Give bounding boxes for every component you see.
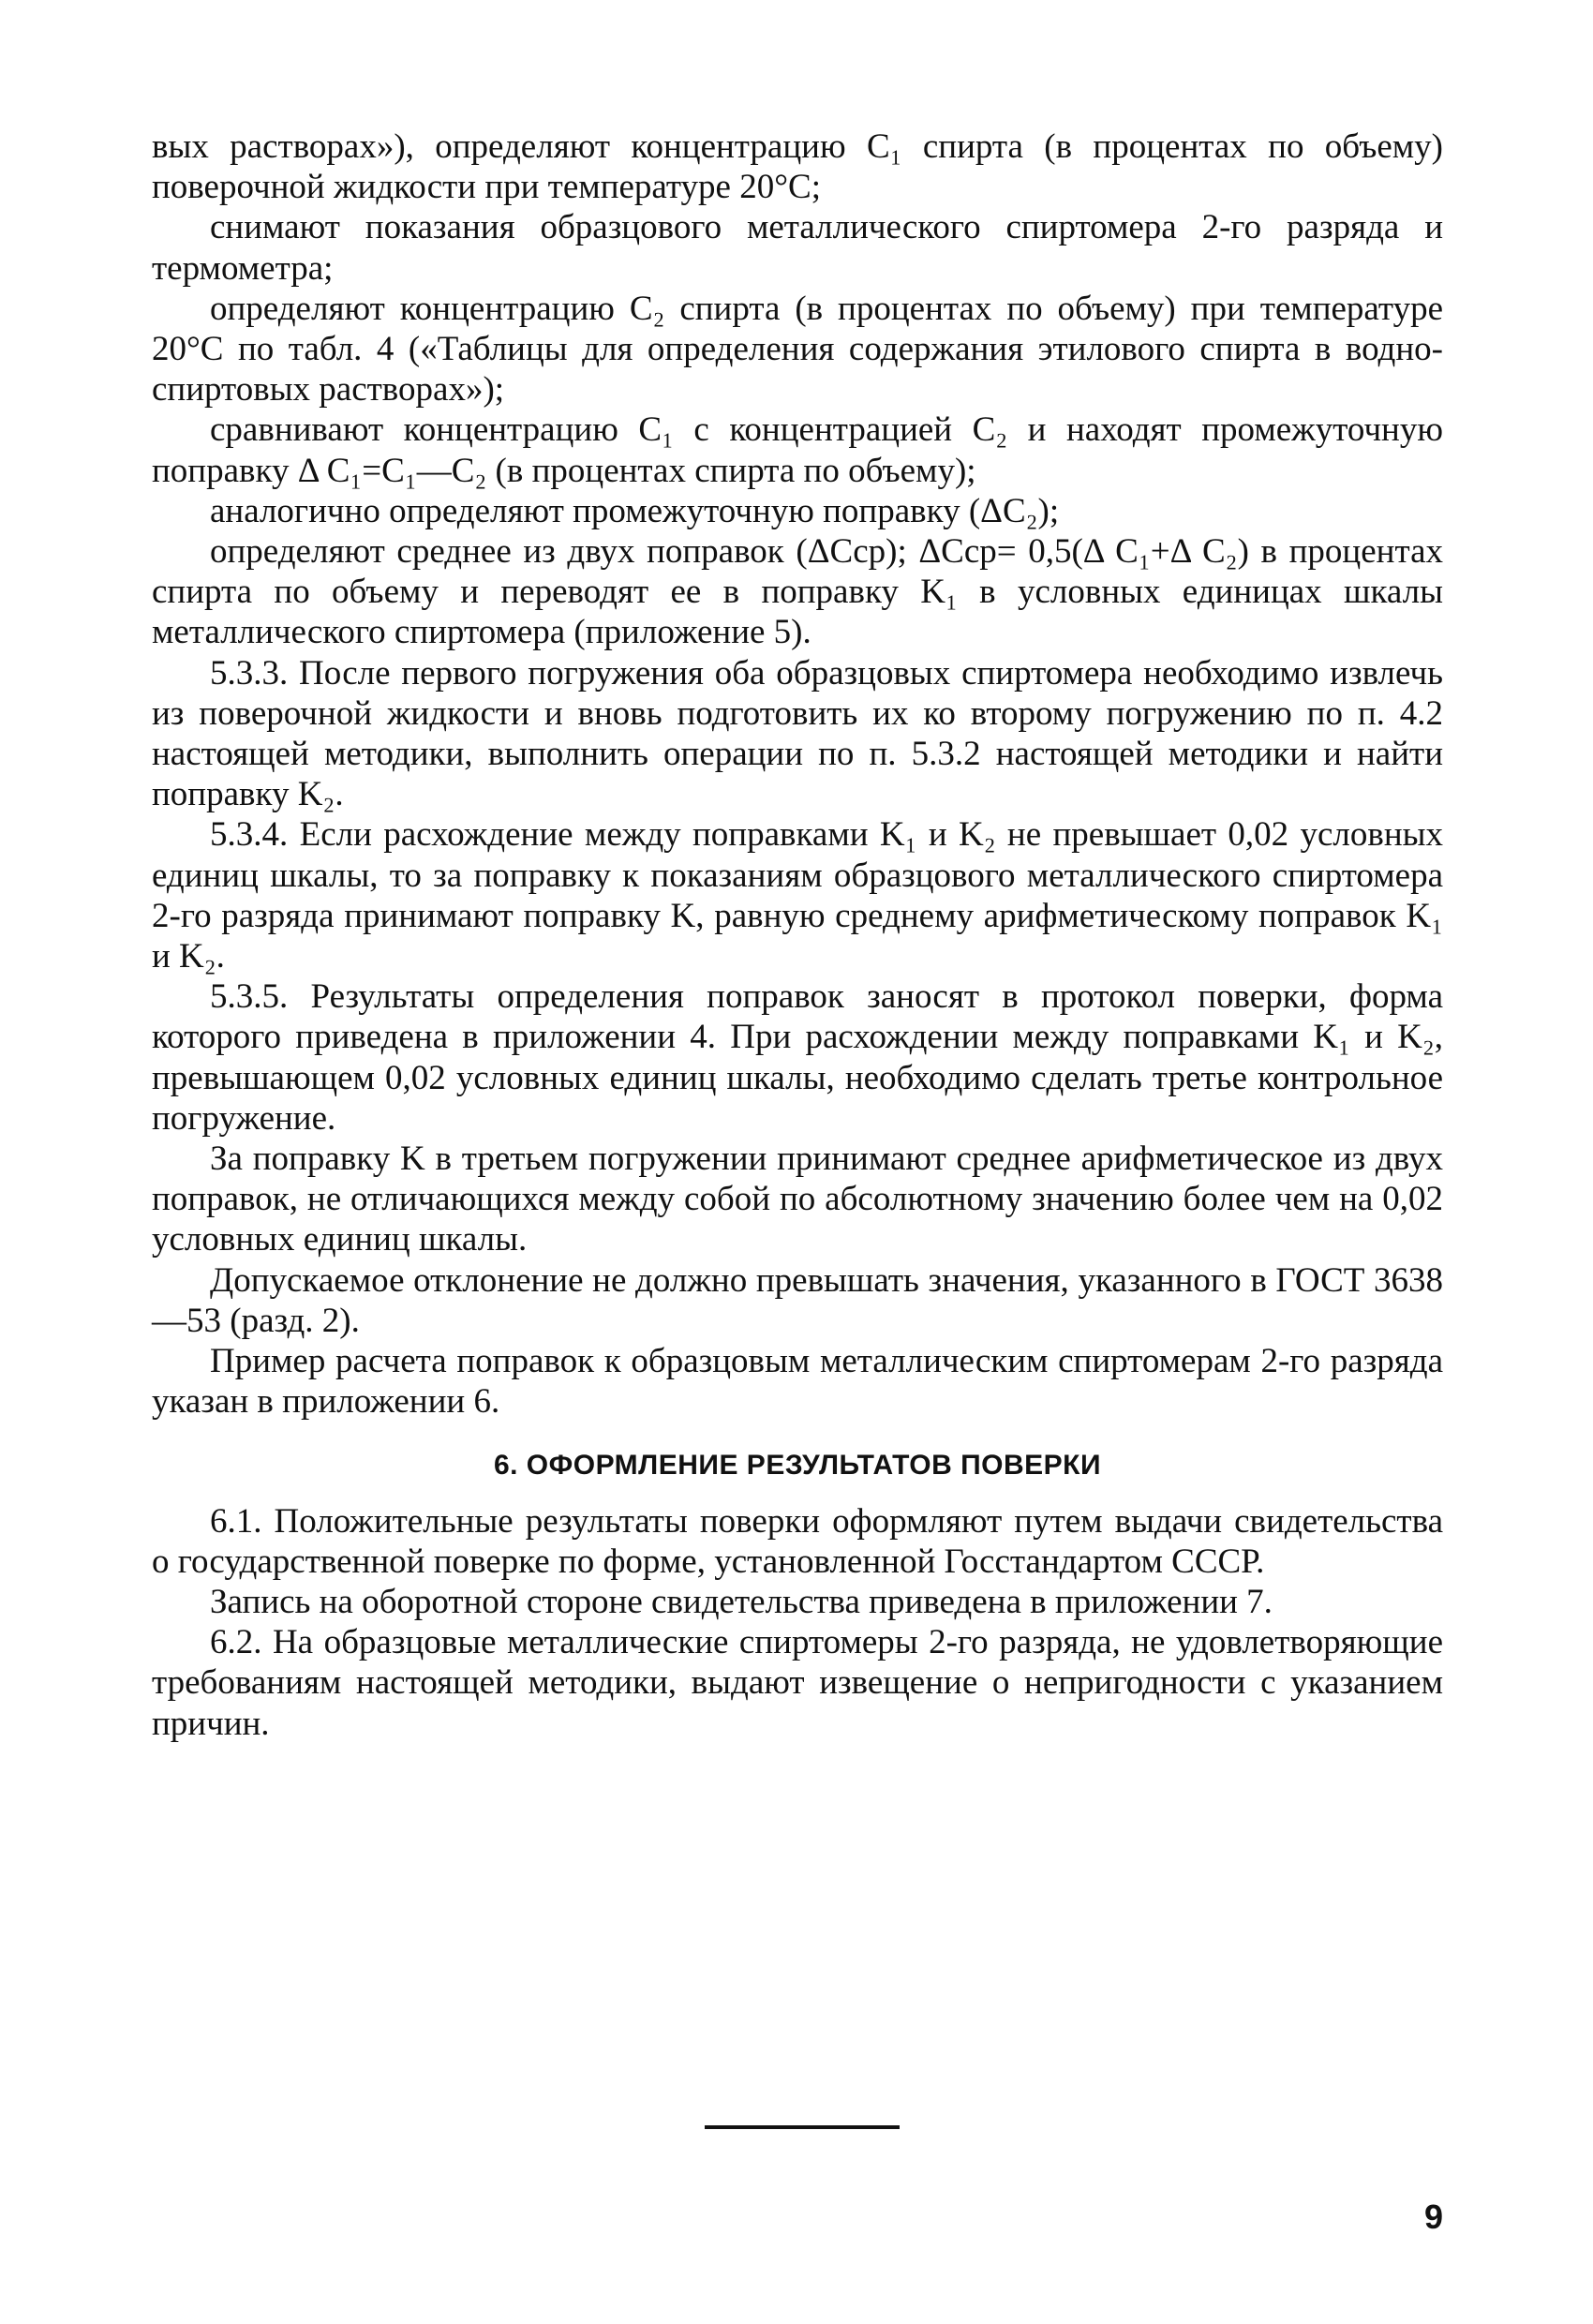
paragraph: Пример расчета поправок к образцовым металлическим спиртомерам 2-го разряда указан в приложении 6.: [152, 1342, 1443, 1422]
paragraph: За поправку K в третьем погружении принимают среднее арифметическое из двух поправок, не отличающихся между собой по абсолютному значению более чем на 0,02 условных единиц шкалы.: [152, 1140, 1443, 1259]
section-heading: 6. ОФОРМЛЕНИЕ РЕЗУЛЬТАТОВ ПОВЕРКИ: [493, 1449, 1102, 1481]
paragraph: 6.2. На образцовые металлические спиртомеры 2-го разряда, не удовлетворяющие требованиям настоящей методики, выдают извещение о непригодности с указанием причин.: [152, 1623, 1443, 1743]
paragraph: определяют среднее из двух поправок (ΔCср); ΔCср= 0,5(Δ C₁+Δ C₂) в процентах спирта по объему и переводят ее в поправку K₁ в условных единицах шкалы металлического спиртомера (приложение 5).: [152, 532, 1443, 652]
paragraph: Запись на оборотной стороне свидетельства приведена в приложении 7.: [210, 1582, 1273, 1621]
paragraph: 5.3.3. После первого погружения оба образцовых спиртомера необходимо извлечь из поверочной жидкости и вновь подготовить их ко второму погружению по п. 4.2 настоящей методики, выполнить операции по п. 5.3.2 настоящей методики и найти поправку K₂.: [152, 653, 1443, 814]
end-rule: [705, 2125, 900, 2129]
paragraph: вых растворах»), определяют концентрацию C₁ спирта (в процентах по объему) поверочной жидкости при температуре 20°С;: [152, 127, 1443, 207]
paragraph: сравнивают концентрацию C₁ с концентрацией C₂ и находят промежуточную поправку Δ C₁=C₁—C₂ (в процентах спирта по объему);: [152, 410, 1443, 490]
paragraph: аналогично определяют промежуточную поправку (ΔC₂);: [210, 491, 1060, 530]
paragraph: 6.1. Положительные результаты поверки оформляют путем выдачи свидетельства о государственной поверке по форме, установленной Госстандартом СССР.: [152, 1501, 1443, 1581]
paragraph: снимают показания образцового металлического спиртомера 2-го разряда и термометра;: [152, 208, 1443, 288]
paragraph: определяют концентрацию C₂ спирта (в процентах по объему) при температуре 20°С по табл. 4 («Таблицы для определения содержания этилового спирта в водно-спиртовых растворах»);: [152, 289, 1443, 410]
paragraph: 5.3.4. Если расхождение между поправками K₁ и K₂ не превышает 0,02 условных единиц шкалы, то за поправку к показаниям образцового металлического спиртомера 2-го разряда принимают поправку K, равную среднему арифметическому поправок K₁ и K₂.: [152, 815, 1443, 976]
paragraph: Допускаемое отклонение не должно превышать значения, указанного в ГОСТ 3638—53 (разд. 2).: [152, 1260, 1443, 1340]
paragraph: 5.3.5. Результаты определения поправок заносят в протокол поверки, форма которого приведена в приложении 4. При расхождении между поправками K₁ и K₂, превышающем 0,02 условных единиц шкалы, необходимо сделать третье контрольное погружение.: [152, 977, 1443, 1138]
page-body: [152, 127, 1443, 1744]
page-number: 9: [1423, 2197, 1443, 2236]
